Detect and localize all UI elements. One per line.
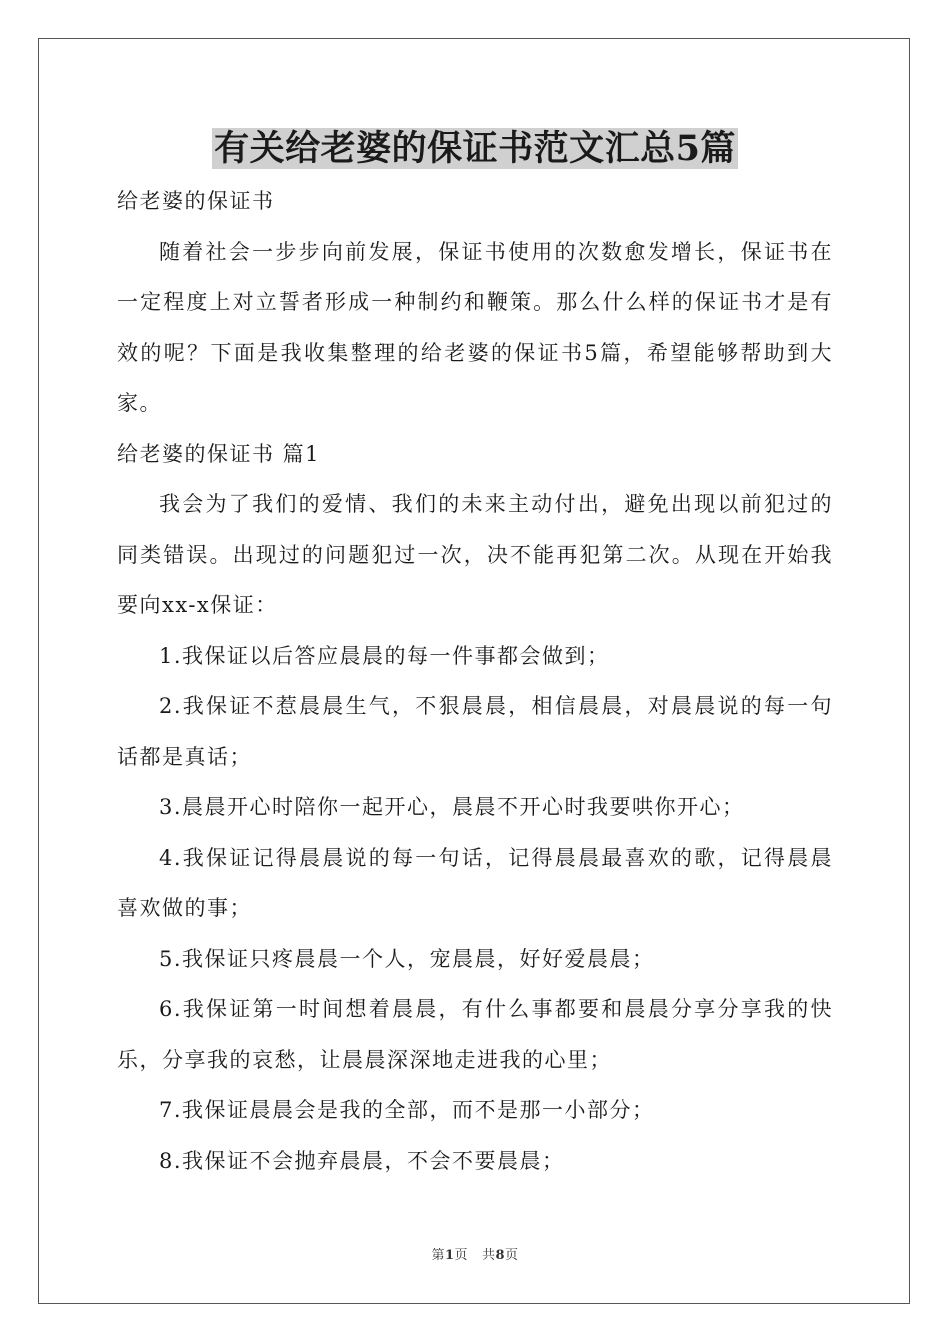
- footer-page-suffix: 页: [505, 1248, 519, 1263]
- section-intro-paragraph: 我会为了我们的爱情、我们的未来主动付出，避免出现以前犯过的同类错误。出现过的问题犯过一次，决不能再犯第二次。从现在开始我要向xx-x保证：: [117, 492, 833, 617]
- footer-page-mid: 页 共: [454, 1248, 496, 1263]
- document-title: [0, 128, 950, 170]
- subtitle: 给老婆的保证书: [117, 189, 275, 213]
- list-item: 3.晨晨开心时陪你一起开心，晨晨不开心时我要哄你开心；: [159, 795, 745, 819]
- intro-paragraph: 随着社会一步步向前发展，保证书使用的次数愈发增长，保证书在一定程度上对立誓者形成一种制约和鞭策。那么什么样的保证书才是有效的呢？下面是我收集整理的给老婆的保证书5篇，希望能够帮助到大家。: [117, 239, 833, 415]
- list-item: 1.我保证以后答应晨晨的每一件事都会做到；: [159, 643, 610, 668]
- footer-total-pages: 8: [495, 1248, 505, 1263]
- footer-current-page: 1: [445, 1248, 455, 1263]
- list-item: 6.我保证第一时间想着晨晨，有什么事都要和晨晨分享分享我的快乐，分享我的哀愁，让晨晨深深地走进我的心里；: [117, 997, 833, 1072]
- list-item: 2.我保证不惹晨晨生气，不狠晨晨，相信晨晨，对晨晨说的每一句话都是真话；: [117, 694, 833, 769]
- list-item: 4.我保证记得晨晨说的每一句话，记得晨晨最喜欢的歌，记得晨晨喜欢做的事；: [117, 845, 833, 920]
- list-item: 8.我保证不会抛弃晨晨，不会不要晨晨；: [159, 1148, 565, 1173]
- page-footer: [0, 1244, 950, 1263]
- list-item: 7.我保证晨晨会是我的全部，而不是那一小部分；: [159, 1098, 655, 1122]
- document-title-text: 有关给老婆的保证书范文汇总5篇: [214, 128, 736, 169]
- document-body: [117, 176, 833, 1186]
- footer-page-prefix: 第: [431, 1248, 445, 1263]
- list-item: 5.我保证只疼晨晨一个人，宠晨晨，好好爱晨晨；: [159, 946, 655, 971]
- section-heading: 给老婆的保证书 篇1: [117, 441, 321, 466]
